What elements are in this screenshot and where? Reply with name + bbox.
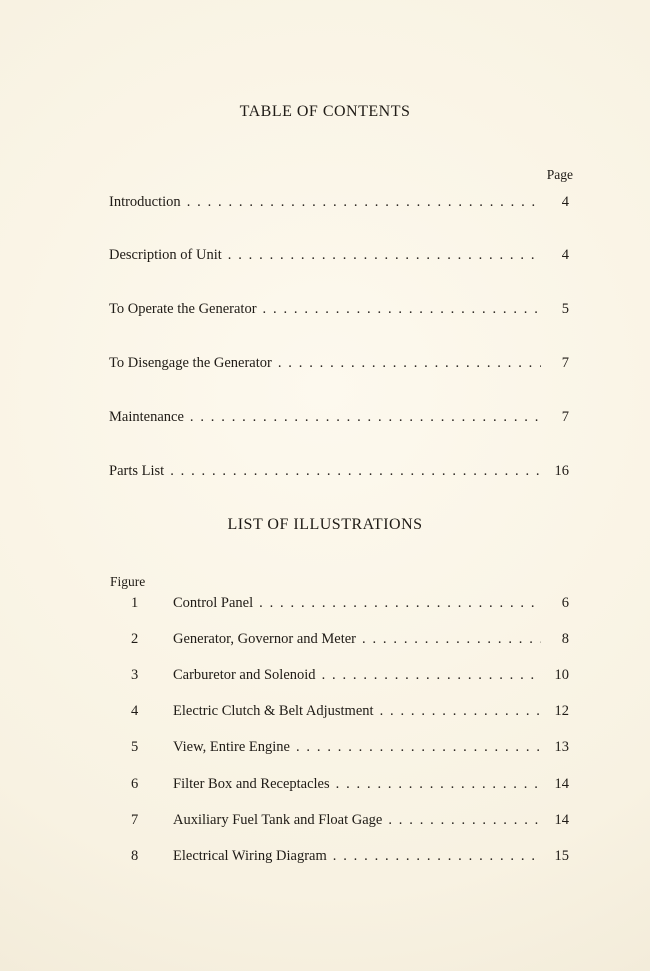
figure-number: 7 [131,812,139,828]
figure-entry[interactable] [128,630,569,648]
dot-leader [336,775,541,793]
figure-number: 6 [131,776,139,792]
figure-entry[interactable] [128,775,569,793]
dot-leader [228,246,541,264]
dot-leader [170,462,541,480]
figure-title: View, Entire Engine [173,739,290,755]
figure-title: Electrical Wiring Diagram [173,848,327,864]
toc-entry-title: To Operate the Generator [109,301,257,317]
dot-leader [263,300,541,318]
dot-leader [380,702,541,720]
figure-page: 8 [561,631,569,647]
figure-entry[interactable] [128,811,569,829]
figure-number: 3 [131,667,139,683]
figure-entry[interactable] [128,847,569,865]
figure-page: 14 [554,776,569,792]
dot-leader [187,193,541,211]
toc-entry[interactable] [109,354,569,372]
figure-number: 2 [131,631,139,647]
toc-entry[interactable] [109,246,569,264]
figure-title: Carburetor and Solenoid [173,667,316,683]
dot-leader [296,738,541,756]
figure-number: 8 [131,848,139,864]
toc-entry[interactable] [109,408,569,426]
figure-page: 14 [554,812,569,828]
figure-page: 15 [554,848,569,864]
toc-entry-page: 16 [554,463,569,479]
toc-entry-page: 7 [561,355,569,371]
figure-entry[interactable] [128,594,569,612]
figure-title: Generator, Governor and Meter [173,631,357,647]
dot-leader [322,666,541,684]
dot-leader [190,408,541,426]
figure-title: Filter Box and Receptacles [173,776,330,792]
toc-entry-page: 5 [561,301,569,317]
figure-page: 13 [554,739,569,755]
dot-leader [388,811,541,829]
toc-entry-title: Parts List [109,463,165,479]
toc-entry-title: Description of Unit [109,247,222,263]
page-column-label: Page [546,167,573,182]
toc-entry-page: 4 [561,194,569,210]
figure-page: 10 [554,667,569,683]
toc-entry-title: Introduction [109,194,181,210]
figure-page: 12 [554,703,569,719]
dot-leader [362,630,541,648]
toc-entry[interactable] [109,462,569,480]
figure-entry[interactable] [128,738,569,756]
figure-entry[interactable] [128,702,569,720]
toc-entry-page: 7 [561,409,569,425]
dot-leader [278,354,541,372]
toc-entry[interactable] [109,193,569,211]
figure-page: 6 [561,595,569,611]
figure-title: Auxiliary Fuel Tank and Float Gage [173,812,383,828]
toc-entry-page: 4 [561,247,569,263]
figure-number: 5 [131,739,139,755]
figure-entry[interactable] [128,666,569,684]
dot-leader [333,847,541,865]
toc-entry-title: To Disengage the Generator [109,355,272,371]
toc-entry[interactable] [109,300,569,318]
toc-entry-title: Maintenance [109,409,184,425]
toc-heading: TABLE OF CONTENTS [239,103,411,120]
figure-title: Control Panel [173,595,254,611]
illustrations-heading: LIST OF ILLUSTRATIONS [227,516,423,533]
figure-number: 1 [131,595,139,611]
figure-column-label: Figure [110,574,146,589]
figure-number: 4 [131,703,139,719]
figure-title: Electric Clutch & Belt Adjustment [173,703,374,719]
dot-leader [259,594,541,612]
